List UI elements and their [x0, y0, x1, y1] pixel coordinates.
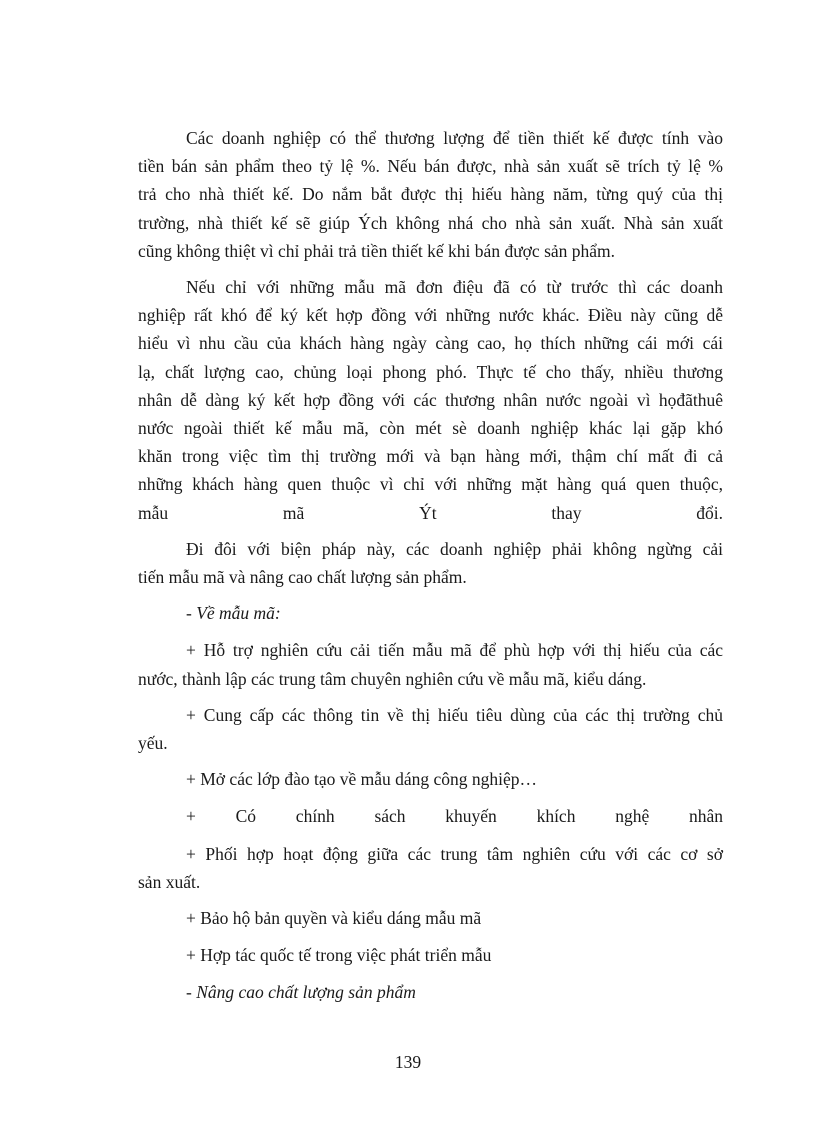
section-heading-mau-ma: - Về mẫu mã: [186, 603, 281, 624]
paragraph-1 [138, 124, 723, 265]
text-line: Đi đôi với biện pháp này, các doanh nghiệp phải không ngừng cải [186, 538, 723, 559]
text-line: nghiệp rất khó để ký kết hợp đồng với những nước khác. Điều này cũng dễ [138, 305, 723, 326]
list-item: + Mở các lớp đào tạo về mẫu dáng công nghiệp… [186, 769, 538, 790]
text-line: mẫu mã Ýt thay đổi. [138, 502, 723, 523]
text-line: Các doanh nghiệp có thể thương lượng để tiền thiết kế được tính vào [186, 128, 723, 148]
paragraph-3 [138, 535, 723, 591]
text-line: trường, nhà thiết kế sẽ giúp Ých không nhá cho nhà sản xuất. Nhà sản xuất [138, 212, 723, 233]
text-line: khăn trong việc tìm thị trường mới và bạn hàng mới, thậm chí mất đi cả [138, 446, 723, 467]
text-line: nhân dễ dàng ký kết hợp đồng với các thương nhân nước ngoài vì họđãthuê [138, 389, 723, 410]
text-line: sản xuất. [138, 871, 201, 892]
section-heading-chat-luong: - Nâng cao chất lượng sản phẩm [186, 982, 416, 1003]
text-line: yếu. [138, 733, 168, 754]
text-line: nước ngoài thiết kế mẫu mã, còn mét sè doanh nghiệp khác lại gặp khó [138, 418, 723, 439]
page-number: 139 [394, 1052, 422, 1072]
body-text [138, 124, 723, 1016]
text-line: tiến mẫu mã và nâng cao chất lượng sản phẩm. [138, 567, 467, 588]
text-line: + Cung cấp các thông tin về thị hiếu tiêu dùng của các thị trường chủ [186, 704, 723, 725]
text-line: những khách hàng quen thuộc vì chỉ với những mặt hàng quá quen thuộc, [138, 474, 723, 495]
text-line: cũng không thiệt vì chỉ phải trả tiền thiết kế khi bán được sản phẩm. [138, 240, 616, 261]
text-line: + Hỗ trợ nghiên cứu cải tiến mẫu mã để phù hợp với thị hiếu của các [186, 640, 723, 661]
text-line: trả cho nhà thiết kế. Do nắm bắt được thị hiếu hàng năm, từng quý của thị [138, 184, 723, 205]
paragraph-2 [138, 273, 723, 527]
text-line: Nếu chỉ với những mẫu mã đơn điệu đã có từ trước thì các doanh [186, 277, 723, 298]
list-item [138, 636, 723, 692]
list-item [138, 701, 723, 757]
text-line: nước, thành lập các trung tâm chuyên nghiên cứu về mẫu mã, kiểu dáng. [138, 668, 647, 689]
list-item [138, 840, 723, 896]
text-line: + Phối hợp hoạt động giữa các trung tâm nghiên cứu với các cơ sở [186, 843, 723, 864]
list-item: + Có chính sách khuyến khích nghệ nhân [186, 806, 723, 827]
text-line: hiểu vì nhu cầu của khách hàng ngày càng cao, họ thích những cái mới cái [138, 333, 723, 354]
list-item: + Hợp tác quốc tế trong việc phát triển mẫu [186, 945, 492, 966]
text-line: tiền bán sản phẩm theo tỷ lệ %. Nếu bán được, nhà sản xuất sẽ trích tỷ lệ % [138, 156, 723, 177]
list-item: + Bảo hộ bản quyền và kiểu dáng mẫu mã [186, 908, 482, 929]
text-line: lạ, chất lượng cao, chủng loại phong phó. Thực tế cho thấy, nhiều thương [138, 361, 723, 382]
